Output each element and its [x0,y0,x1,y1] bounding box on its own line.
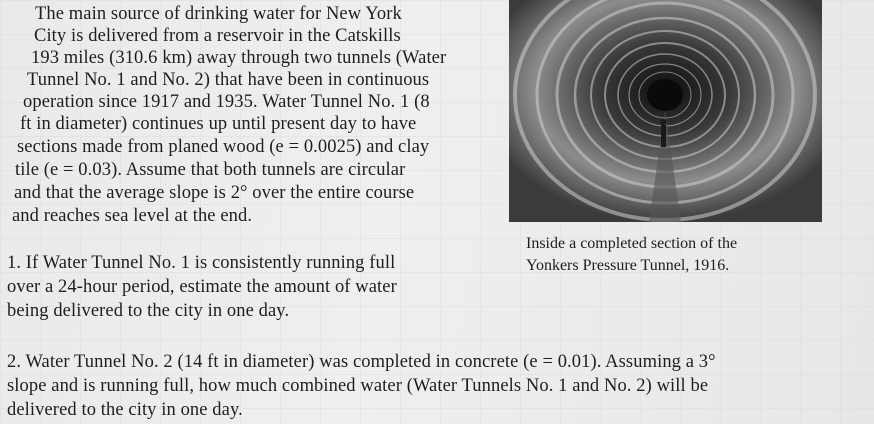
question-line: delivered to the city in one day. [7,400,243,420]
intro-line: operation since 1917 and 1935. Water Tunnel No. 1 (8 [23,92,430,112]
tunnel-photo [509,0,822,222]
intro-line: City is delivered from a reservoir in the Catskills [34,26,401,46]
question-line: 2. Water Tunnel No. 2 (14 ft in diameter) was completed in concrete (e = 0.01). Assuming a 3° [7,352,716,372]
intro-line: and that the average slope is 2° over the entire course [14,183,415,203]
intro-line: 193 miles (310.6 km) away through two tunnels (Water [31,48,447,68]
intro-line: The main source of drinking water for New York [35,4,402,24]
question-line: slope and is running full, how much combined water (Water Tunnels No. 1 and No. 2) will be [7,376,709,396]
caption-line: Yonkers Pressure Tunnel, 1916. [526,257,730,274]
intro-line: and reaches sea level at the end. [12,206,253,226]
intro-line: sections made from planed wood (e = 0.0025) and clay [17,137,430,157]
intro-line: tile (e = 0.03). Assume that both tunnels are circular [15,160,406,180]
question-line: over a 24-hour period, estimate the amount of water [7,277,397,297]
tunnel-image [509,0,822,222]
question-line: being delivered to the city in one day. [7,301,290,321]
intro-line: Tunnel No. 1 and No. 2) that have been in continuous [27,70,430,90]
intro-line: ft in diameter) continues up until present day to have [20,114,417,134]
caption-line: Inside a completed section of the [526,235,738,252]
question-line: 1. If Water Tunnel No. 1 is consistently running full [7,253,396,273]
